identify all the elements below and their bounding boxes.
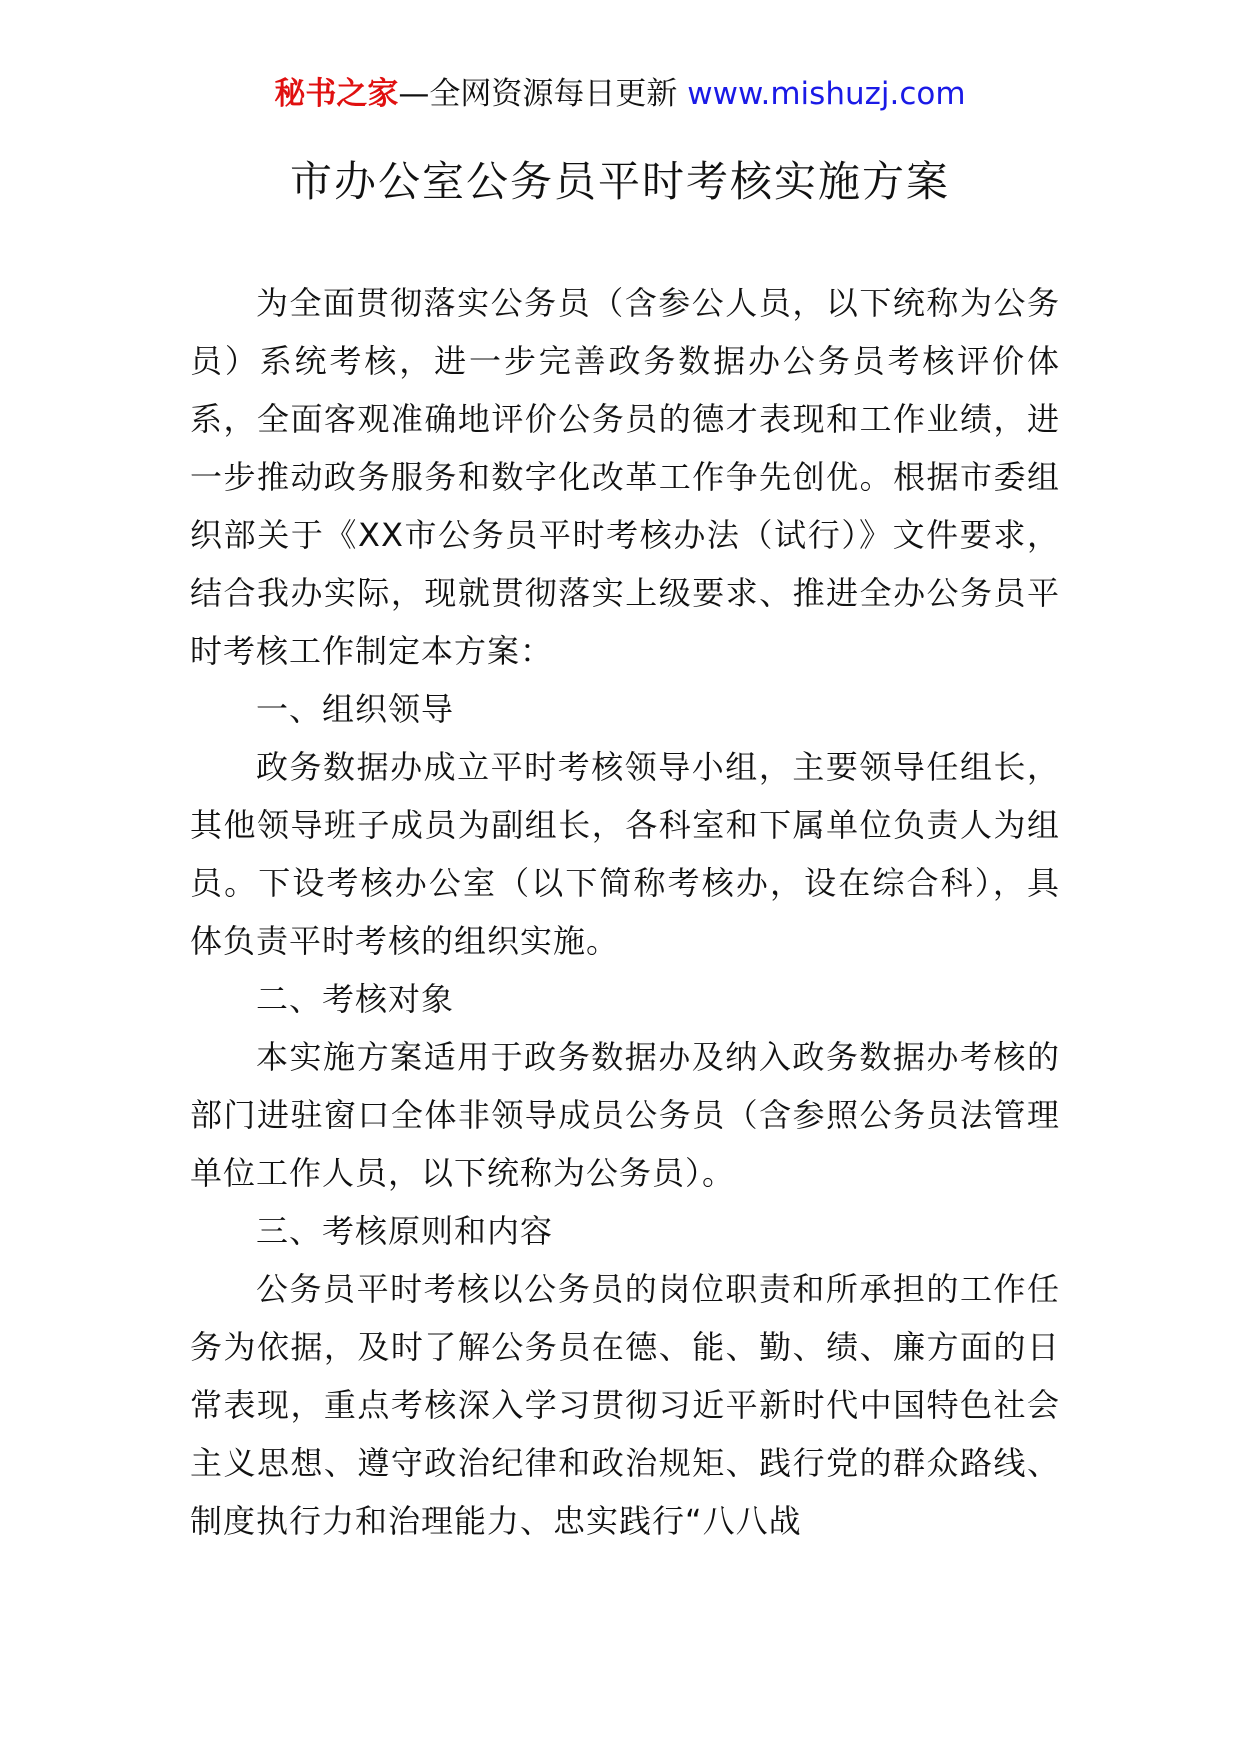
site-brand: 秘书之家 (274, 76, 399, 112)
section-heading-targets: 二、考核对象 (256, 980, 455, 1018)
site-tagline: —全网资源每日更新 (398, 76, 688, 112)
document-body (190, 274, 1060, 1550)
organization-paragraph: 政务数据办成立平时考核领导小组，主要领导任组长，其他领导班子成员为副组长，各科室和下属单位负责人为组员。下设考核办公室（以下简称考核办，设在综合科），具体负责平时考核的组织实施。 (190, 748, 1060, 960)
document-title: 市办公室公务员平时考核实施方案 (289, 157, 950, 206)
targets-paragraph: 本实施方案适用于政务数据办及纳入政务数据办考核的部门进驻窗口全体非领导成员公务员（含参照公务员法管理单位工作人员，以下统称为公务员）。 (190, 1038, 1060, 1192)
section-heading-organization: 一、组织领导 (256, 690, 455, 728)
site-url-link[interactable]: www.mishuzj.com (687, 76, 966, 112)
site-header (0, 70, 1240, 118)
section-heading-principles: 三、考核原则和内容 (256, 1212, 554, 1250)
principles-paragraph: 公务员平时考核以公务员的岗位职责和所承担的工作任务为依据，及时了解公务员在德、能、勤、绩、廉方面的日常表现，重点考核深入学习贯彻习近平新时代中国特色社会主义思想、遵守政治纪律和政治规矩、践行党的群众路线、制度执行力和治理能力、忠实践行“八八战 (190, 1270, 1060, 1540)
intro-paragraph: 为全面贯彻落实公务员（含参公人员，以下统称为公务员）系统考核，进一步完善政务数据办公务员考核评价体系，全面客观准确地评价公务员的德才表现和工作业绩，进一步推动政务服务和数字化改革工作争先创优。根据市委组织部关于《XX市公务员平时考核办法（试行）》文件要求，结合我办实际，现就贯彻落实上级要求、推进全办公务员平时考核工作制定本方案： (190, 284, 1060, 670)
